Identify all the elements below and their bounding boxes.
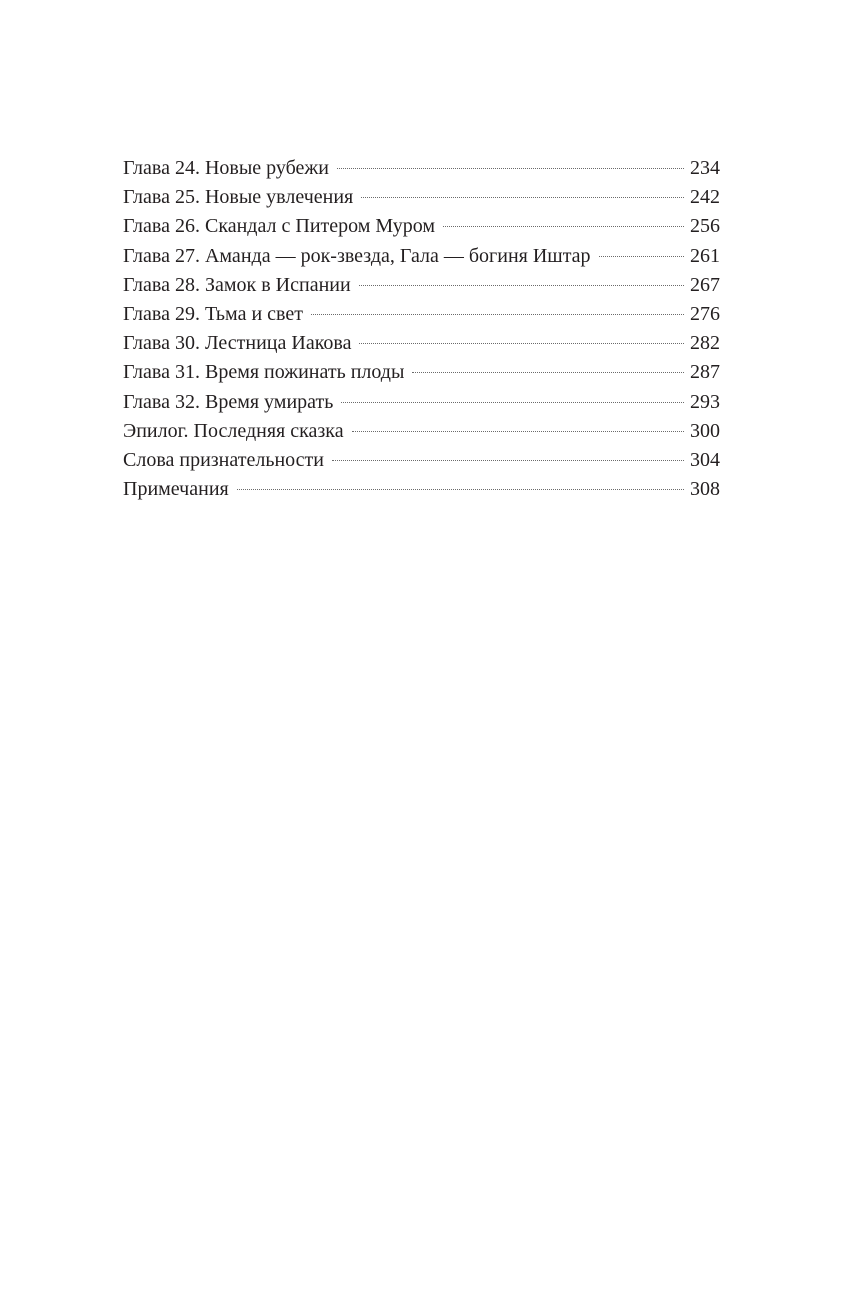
toc-dot-leader [332, 460, 684, 461]
toc-dot-leader [359, 285, 684, 286]
toc-dot-leader [352, 431, 684, 432]
toc-page-number: 261 [690, 244, 720, 267]
toc-entry[interactable] [123, 449, 720, 478]
toc-entry-title: Глава 29. Тьма и свет [123, 302, 303, 325]
toc-dot-leader [341, 402, 684, 403]
toc-entry-title: Глава 28. Замок в Испании [123, 273, 351, 296]
toc-entry-title: Глава 26. Скандал с Питером Муром [123, 215, 435, 238]
toc-entry-title: Глава 25. Новые увлечения [123, 186, 354, 209]
toc-page-number: 293 [690, 390, 720, 413]
toc-page-number: 242 [690, 186, 720, 209]
toc-page-number: 267 [690, 273, 720, 296]
toc-entry[interactable] [123, 303, 720, 332]
toc-dot-leader [237, 489, 684, 490]
toc-page-number: 256 [690, 215, 720, 238]
toc-entry-title: Эпилог. Последняя сказка [123, 419, 344, 442]
toc-dot-leader [359, 343, 684, 344]
toc-entry-title: Глава 27. Аманда — рок-звезда, Гала — богиня Иштар [123, 244, 591, 267]
toc-page-number: 234 [690, 157, 720, 179]
toc-entry[interactable] [123, 157, 720, 186]
toc-entry[interactable] [123, 274, 720, 303]
table-of-contents [123, 157, 720, 507]
toc-page-number: 300 [690, 419, 720, 442]
toc-page-number: 304 [690, 448, 720, 471]
toc-page-number: 308 [690, 478, 720, 501]
toc-entry[interactable] [123, 245, 720, 274]
toc-dot-leader [443, 226, 684, 227]
toc-dot-leader [599, 256, 684, 257]
toc-entry-title: Глава 31. Время пожинать плоды [123, 361, 405, 384]
toc-dot-leader [412, 372, 684, 373]
toc-entry-title: Примечания [123, 478, 229, 501]
toc-page-number: 276 [690, 302, 720, 325]
toc-dot-leader [311, 314, 684, 315]
toc-entry[interactable] [123, 332, 720, 361]
toc-entry-title: Глава 30. Лестница Иакова [123, 332, 352, 355]
toc-entry-title: Глава 32. Время умирать [123, 390, 334, 413]
toc-page-number: 282 [690, 332, 720, 355]
toc-dot-leader [337, 168, 684, 169]
toc-entry[interactable] [123, 478, 720, 507]
toc-entry-title: Слова признательности [123, 448, 324, 471]
toc-entry[interactable] [123, 420, 720, 449]
toc-entry[interactable] [123, 215, 720, 244]
toc-entry-title: Глава 24. Новые рубежи [123, 157, 329, 179]
toc-entry[interactable] [123, 361, 720, 390]
toc-entry[interactable] [123, 186, 720, 215]
toc-entry[interactable] [123, 391, 720, 420]
toc-dot-leader [361, 197, 684, 198]
toc-page-number: 287 [690, 361, 720, 384]
